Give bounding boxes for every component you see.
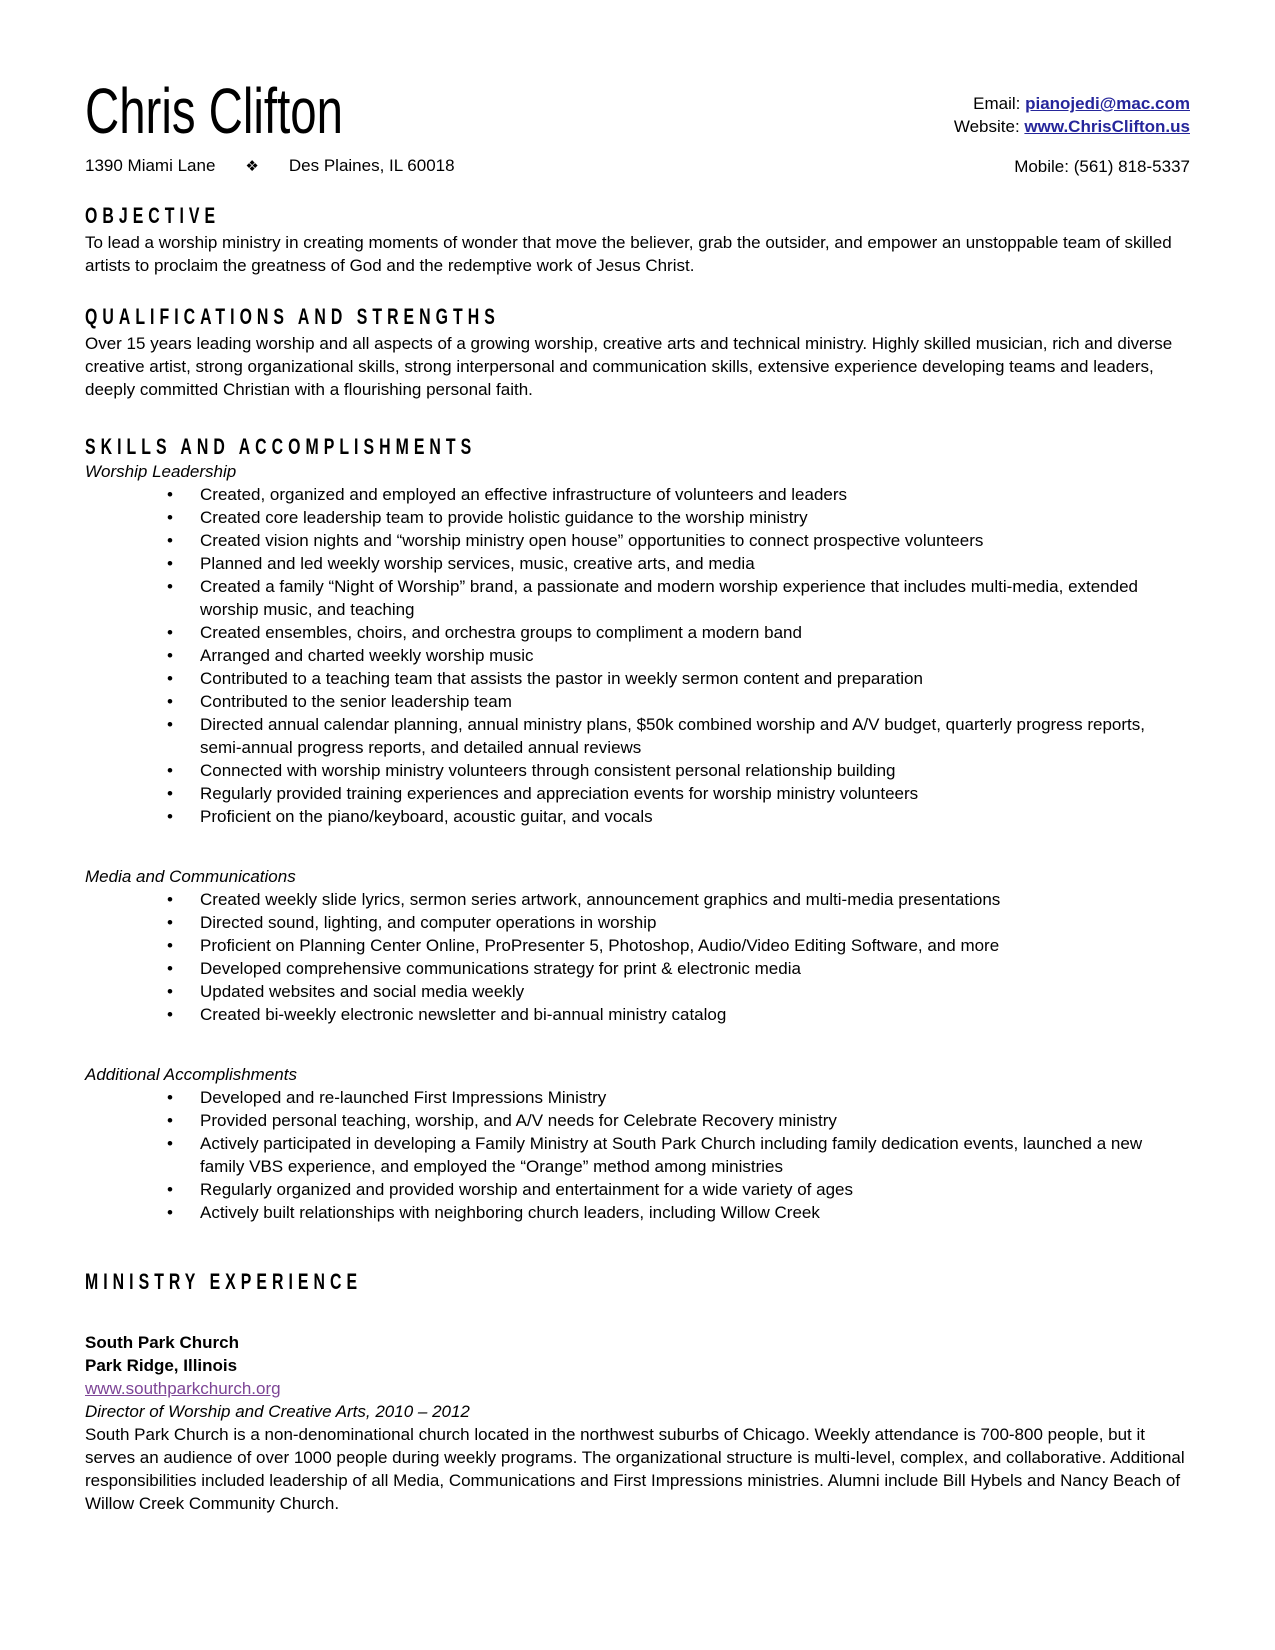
diamond-icon: ❖ bbox=[245, 158, 259, 175]
group-title: Media and Communications bbox=[85, 867, 296, 886]
bullet-item: • Connected with worship ministry volunteers through consistent personal relationship building bbox=[85, 759, 1190, 782]
bullet-item: • Contributed to a teaching team that assists the pastor in weekly sermon content and preparation bbox=[85, 667, 1190, 690]
group-title: Additional Accomplishments bbox=[85, 1065, 297, 1084]
section-skills bbox=[85, 435, 1190, 1224]
experience-website-link[interactable]: www.southparkchurch.org bbox=[85, 1379, 281, 1398]
bullet-item: • Created, organized and employed an effective infrastructure of volunteers and leaders bbox=[85, 483, 1190, 506]
bullet-item: • Developed comprehensive communications strategy for print & electronic media bbox=[85, 957, 1190, 980]
section-ministry-experience bbox=[85, 1270, 1190, 1515]
address-street: 1390 Miami Lane bbox=[85, 156, 216, 175]
email-link[interactable]: pianojedi@mac.com bbox=[1025, 94, 1190, 113]
experience-location: Park Ridge, Illinois bbox=[85, 1356, 238, 1375]
bullet-item: • Regularly provided training experiences and appreciation events for worship ministry volunteers bbox=[85, 782, 1190, 805]
website-label: Website: bbox=[953, 117, 1020, 136]
bullet-item: • Created a family “Night of Worship” brand, a passionate and modern worship experience that includes multi-media, extended worship music, and teaching bbox=[85, 575, 1190, 621]
bullet-item: • Provided personal teaching, worship, and A/V needs for Celebrate Recovery ministry bbox=[85, 1109, 1190, 1132]
contact-block bbox=[954, 92, 1190, 178]
bullet-item: • Contributed to the senior leadership team bbox=[85, 690, 1190, 713]
header-left bbox=[85, 75, 455, 178]
bullet-item: • Created weekly slide lyrics, sermon series artwork, announcement graphics and multi-media presentations bbox=[85, 888, 1190, 911]
bullet-item: • Actively participated in developing a Family Ministry at South Park Church including family dedication events, launched a new family VBS experience, and employed the “Orange” method among ministries bbox=[85, 1132, 1190, 1178]
person-name: Chris Clifton bbox=[85, 75, 343, 147]
skills-heading: SKILLS AND ACCOMPLISHMENTS bbox=[85, 434, 477, 459]
bullet-item: • Directed annual calendar planning, annual ministry plans, $50k combined worship and A/V budget, quarterly progress reports, semi-annual progress reports, and detailed annual reviews bbox=[85, 713, 1190, 759]
bullet-item: • Created core leadership team to provide holistic guidance to the worship ministry bbox=[85, 506, 1190, 529]
qualifications-heading: QUALIFICATIONS AND STRENGTHS bbox=[85, 304, 500, 329]
bullet-list bbox=[85, 1086, 1190, 1224]
bullet-item: • Actively built relationships with neighboring church leaders, including Willow Creek bbox=[85, 1201, 1190, 1224]
experience-org: South Park Church bbox=[85, 1333, 239, 1352]
bullet-item: • Created bi-weekly electronic newsletter and bi-annual ministry catalog bbox=[85, 1003, 1190, 1026]
bullet-item: • Proficient on Planning Center Online, ProPresenter 5, Photoshop, Audio/Video Editing Software, and more bbox=[85, 934, 1190, 957]
objective-heading: OBJECTIVE bbox=[85, 203, 221, 228]
experience-website-row bbox=[85, 1377, 1190, 1400]
website-link[interactable]: www.ChrisClifton.us bbox=[1024, 117, 1190, 136]
bullet-item: • Directed sound, lighting, and computer operations in worship bbox=[85, 911, 1190, 934]
section-qualifications bbox=[85, 305, 1190, 401]
mobile-row bbox=[954, 155, 1190, 178]
address-city: Des Plaines, IL 60018 bbox=[288, 156, 455, 175]
bullet-item: • Developed and re-launched First Impressions Ministry bbox=[85, 1086, 1190, 1109]
email-row bbox=[954, 92, 1190, 115]
header bbox=[85, 75, 1190, 178]
experience-entry bbox=[85, 1331, 1190, 1515]
bullet-list bbox=[85, 888, 1190, 1026]
bullet-item: • Planned and led weekly worship services, music, creative arts, and media bbox=[85, 552, 1190, 575]
group-title: Worship Leadership bbox=[85, 462, 237, 481]
skills-group-worship-leadership bbox=[85, 460, 1190, 828]
qualifications-body: Over 15 years leading worship and all aspects of a growing worship, creative arts and technical ministry. Highly skilled musician, rich and diverse creative artist, strong organizational skills, strong interpersonal and communication skills, extensive experience developing teams and leaders, deeply committed Christian with a flourishing personal faith. bbox=[85, 334, 1173, 399]
bullet-item: • Created vision nights and “worship ministry open house” opportunities to connect prospective volunteers bbox=[85, 529, 1190, 552]
section-objective bbox=[85, 204, 1190, 277]
bullet-item: • Regularly organized and provided worship and entertainment for a wide variety of ages bbox=[85, 1178, 1190, 1201]
bullet-list bbox=[85, 483, 1190, 828]
address-line bbox=[85, 154, 455, 178]
experience-heading: MINISTRY EXPERIENCE bbox=[85, 1269, 363, 1294]
bullet-item: • Created ensembles, choirs, and orchestra groups to compliment a modern band bbox=[85, 621, 1190, 644]
email-label: Email: bbox=[973, 94, 1021, 113]
website-row bbox=[954, 115, 1190, 138]
mobile-label: Mobile: bbox=[1014, 157, 1069, 176]
experience-role: Director of Worship and Creative Arts, 2010 – 2012 bbox=[85, 1402, 470, 1421]
bullet-item: • Updated websites and social media weekly bbox=[85, 980, 1190, 1003]
experience-description: South Park Church is a non-denominational church located in the northwest suburbs of Chicago. Weekly attendance is 700-800 people, but it serves an audience of over 1000 people during weekly programs. The organizational structure is multi-level, complex, and collaborative. Additional responsibilities included leadership of all Media, Communications and First Impressions ministries. Alumni include Bill Hybels and Nancy Beach of Willow Creek Community Church. bbox=[85, 1425, 1185, 1513]
bullet-item: • Arranged and charted weekly worship music bbox=[85, 644, 1190, 667]
objective-body: To lead a worship ministry in creating moments of wonder that move the believer, grab the outsider, and empower an unstoppable team of skilled artists to proclaim the greatness of God and the redemptive work of Jesus Christ. bbox=[85, 233, 1172, 275]
bullet-item: • Proficient on the piano/keyboard, acoustic guitar, and vocals bbox=[85, 805, 1190, 828]
mobile-number: (561) 818-5337 bbox=[1073, 157, 1190, 176]
skills-group-additional-accomplishments bbox=[85, 1063, 1190, 1224]
skills-group-media-communications bbox=[85, 865, 1190, 1026]
